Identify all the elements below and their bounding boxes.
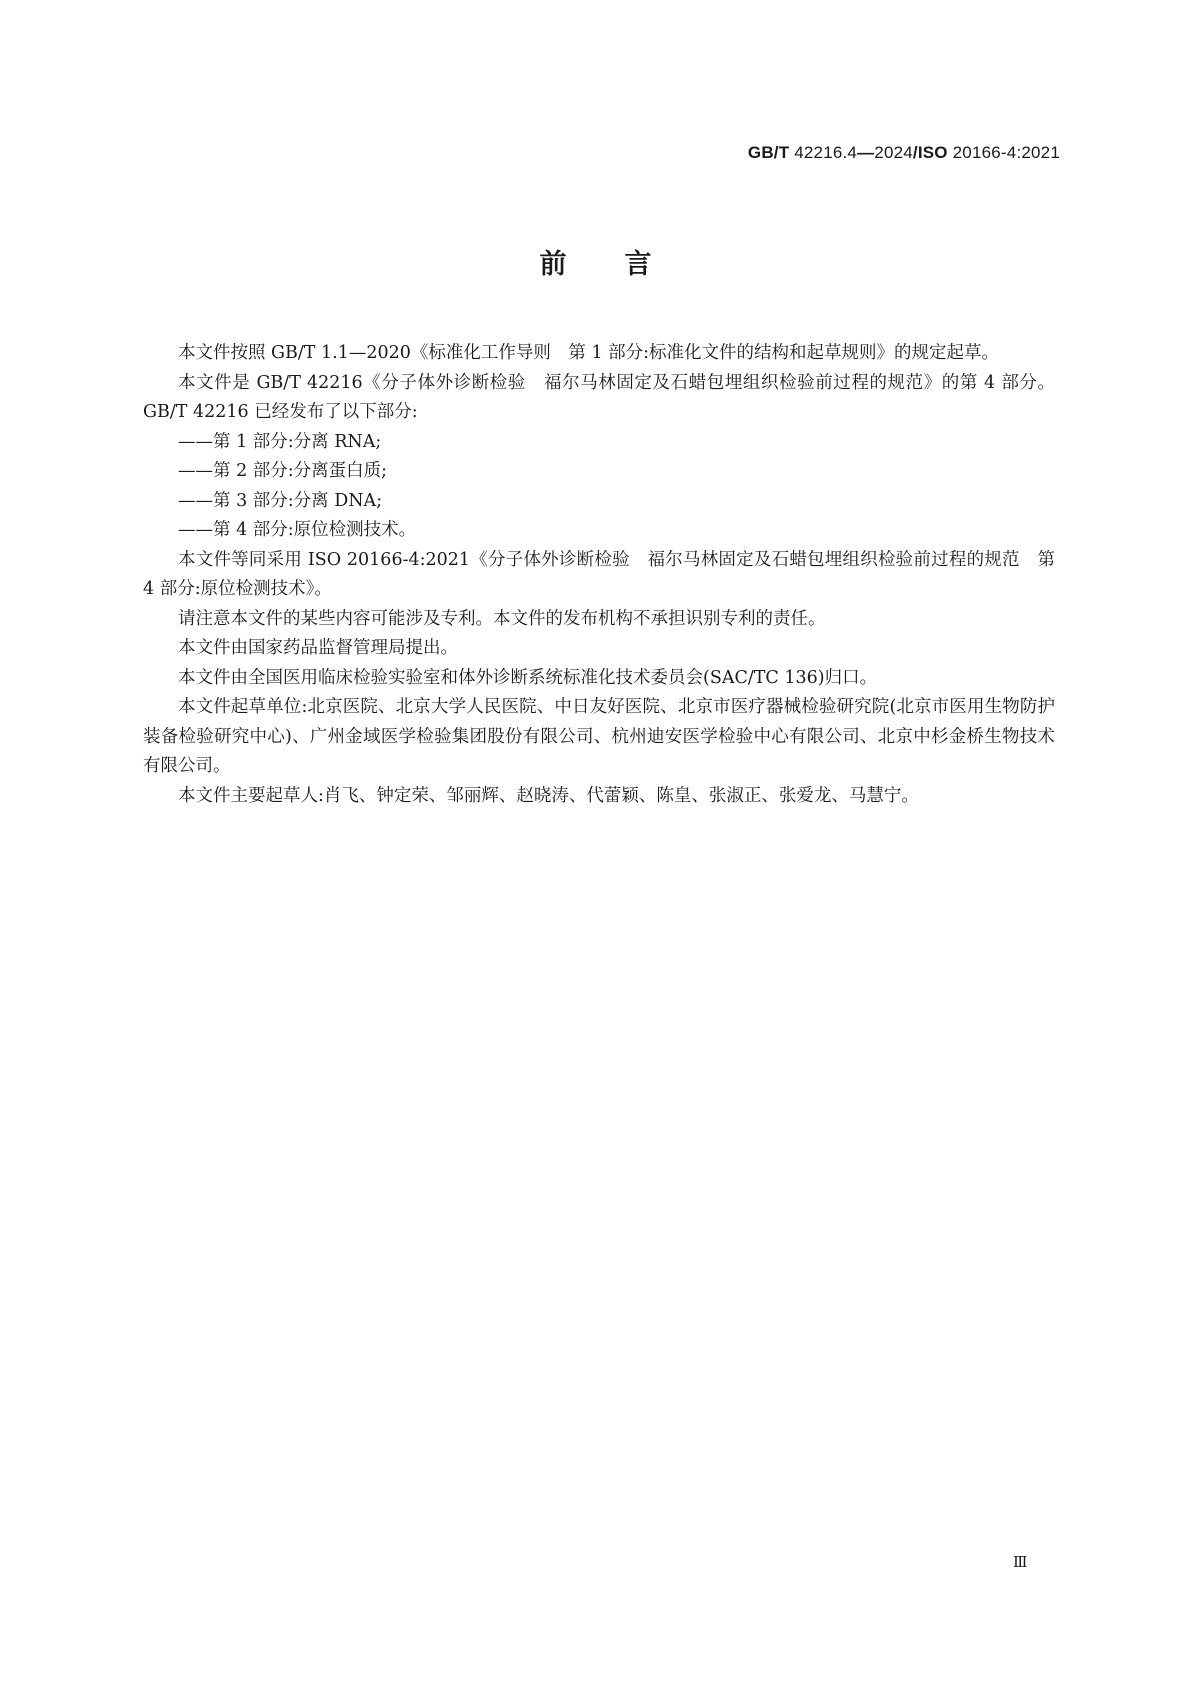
paragraph-drafters: 本文件主要起草人:肖飞、钟定荣、邹丽辉、赵晓涛、代蕾颖、陈皇、张淑正、张爱龙、马慧宁。: [178, 785, 919, 806]
list-item-part-1: ——第 1 部分:分离 RNA;: [178, 431, 382, 452]
standard-code-header: [748, 143, 1060, 163]
std-number: 42216.4: [789, 143, 858, 162]
list-item-part-4: ——第 4 部分:原位检测技术。: [178, 520, 417, 540]
page-title: 前言: [539, 249, 710, 280]
paragraph-technical-committee: 本文件由全国医用临床检验实验室和体外诊断系统标准化技术委员会(SAC/TC 136)归口。: [178, 667, 878, 688]
list-item-part-2: ——第 2 部分:分离蛋白质;: [178, 461, 388, 481]
paragraph-drafting-units: 本文件起草单位:北京医院、北京大学人民医院、中日友好医院、北京市医疗器械检验研究院(北京市医用生物防护装备检验研究中心)、广州金域医学检验集团股份有限公司、杭州迪安医学检验中心有限公司、北京中杉金桥生物技术有限公司。: [143, 697, 1055, 776]
paragraph-series-info: 本文件是 GB/T 42216《分子体外诊断检验 福尔马林固定及石蜡包埋组织检验前过程的规范》的第 4 部分。GB/T 42216 已经发布了以下部分:: [143, 372, 1055, 422]
list-item-part-3: ——第 3 部分:分离 DNA;: [178, 490, 383, 511]
iso-prefix: /ISO: [912, 143, 948, 162]
paragraph-patent-notice: 请注意本文件的某些内容可能涉及专利。本文件的发布机构不承担识别专利的责任。: [178, 608, 826, 629]
std-year: 2024: [874, 143, 913, 162]
paragraph-iso-adoption: 本文件等同采用 ISO 20166-4:2021《分子体外诊断检验 福尔马林固定及石蜡包埋组织检验前过程的规范 第 4 部分:原位检测技术》。: [143, 549, 1055, 599]
std-prefix: GB/T: [747, 143, 790, 162]
paragraph-proposer: 本文件由国家药品监督管理局提出。: [178, 638, 458, 658]
iso-number: 20166-4:2021: [947, 143, 1060, 162]
foreword-body: [143, 339, 1055, 811]
paragraph-drafting-rules: 本文件按照 GB/T 1.1—2020《标准化工作导则 第 1 部分:标准化文件的结构和起草规则》的规定起草。: [178, 343, 1000, 363]
std-dash: —: [857, 143, 875, 162]
page-number: Ⅲ: [1013, 1553, 1028, 1571]
